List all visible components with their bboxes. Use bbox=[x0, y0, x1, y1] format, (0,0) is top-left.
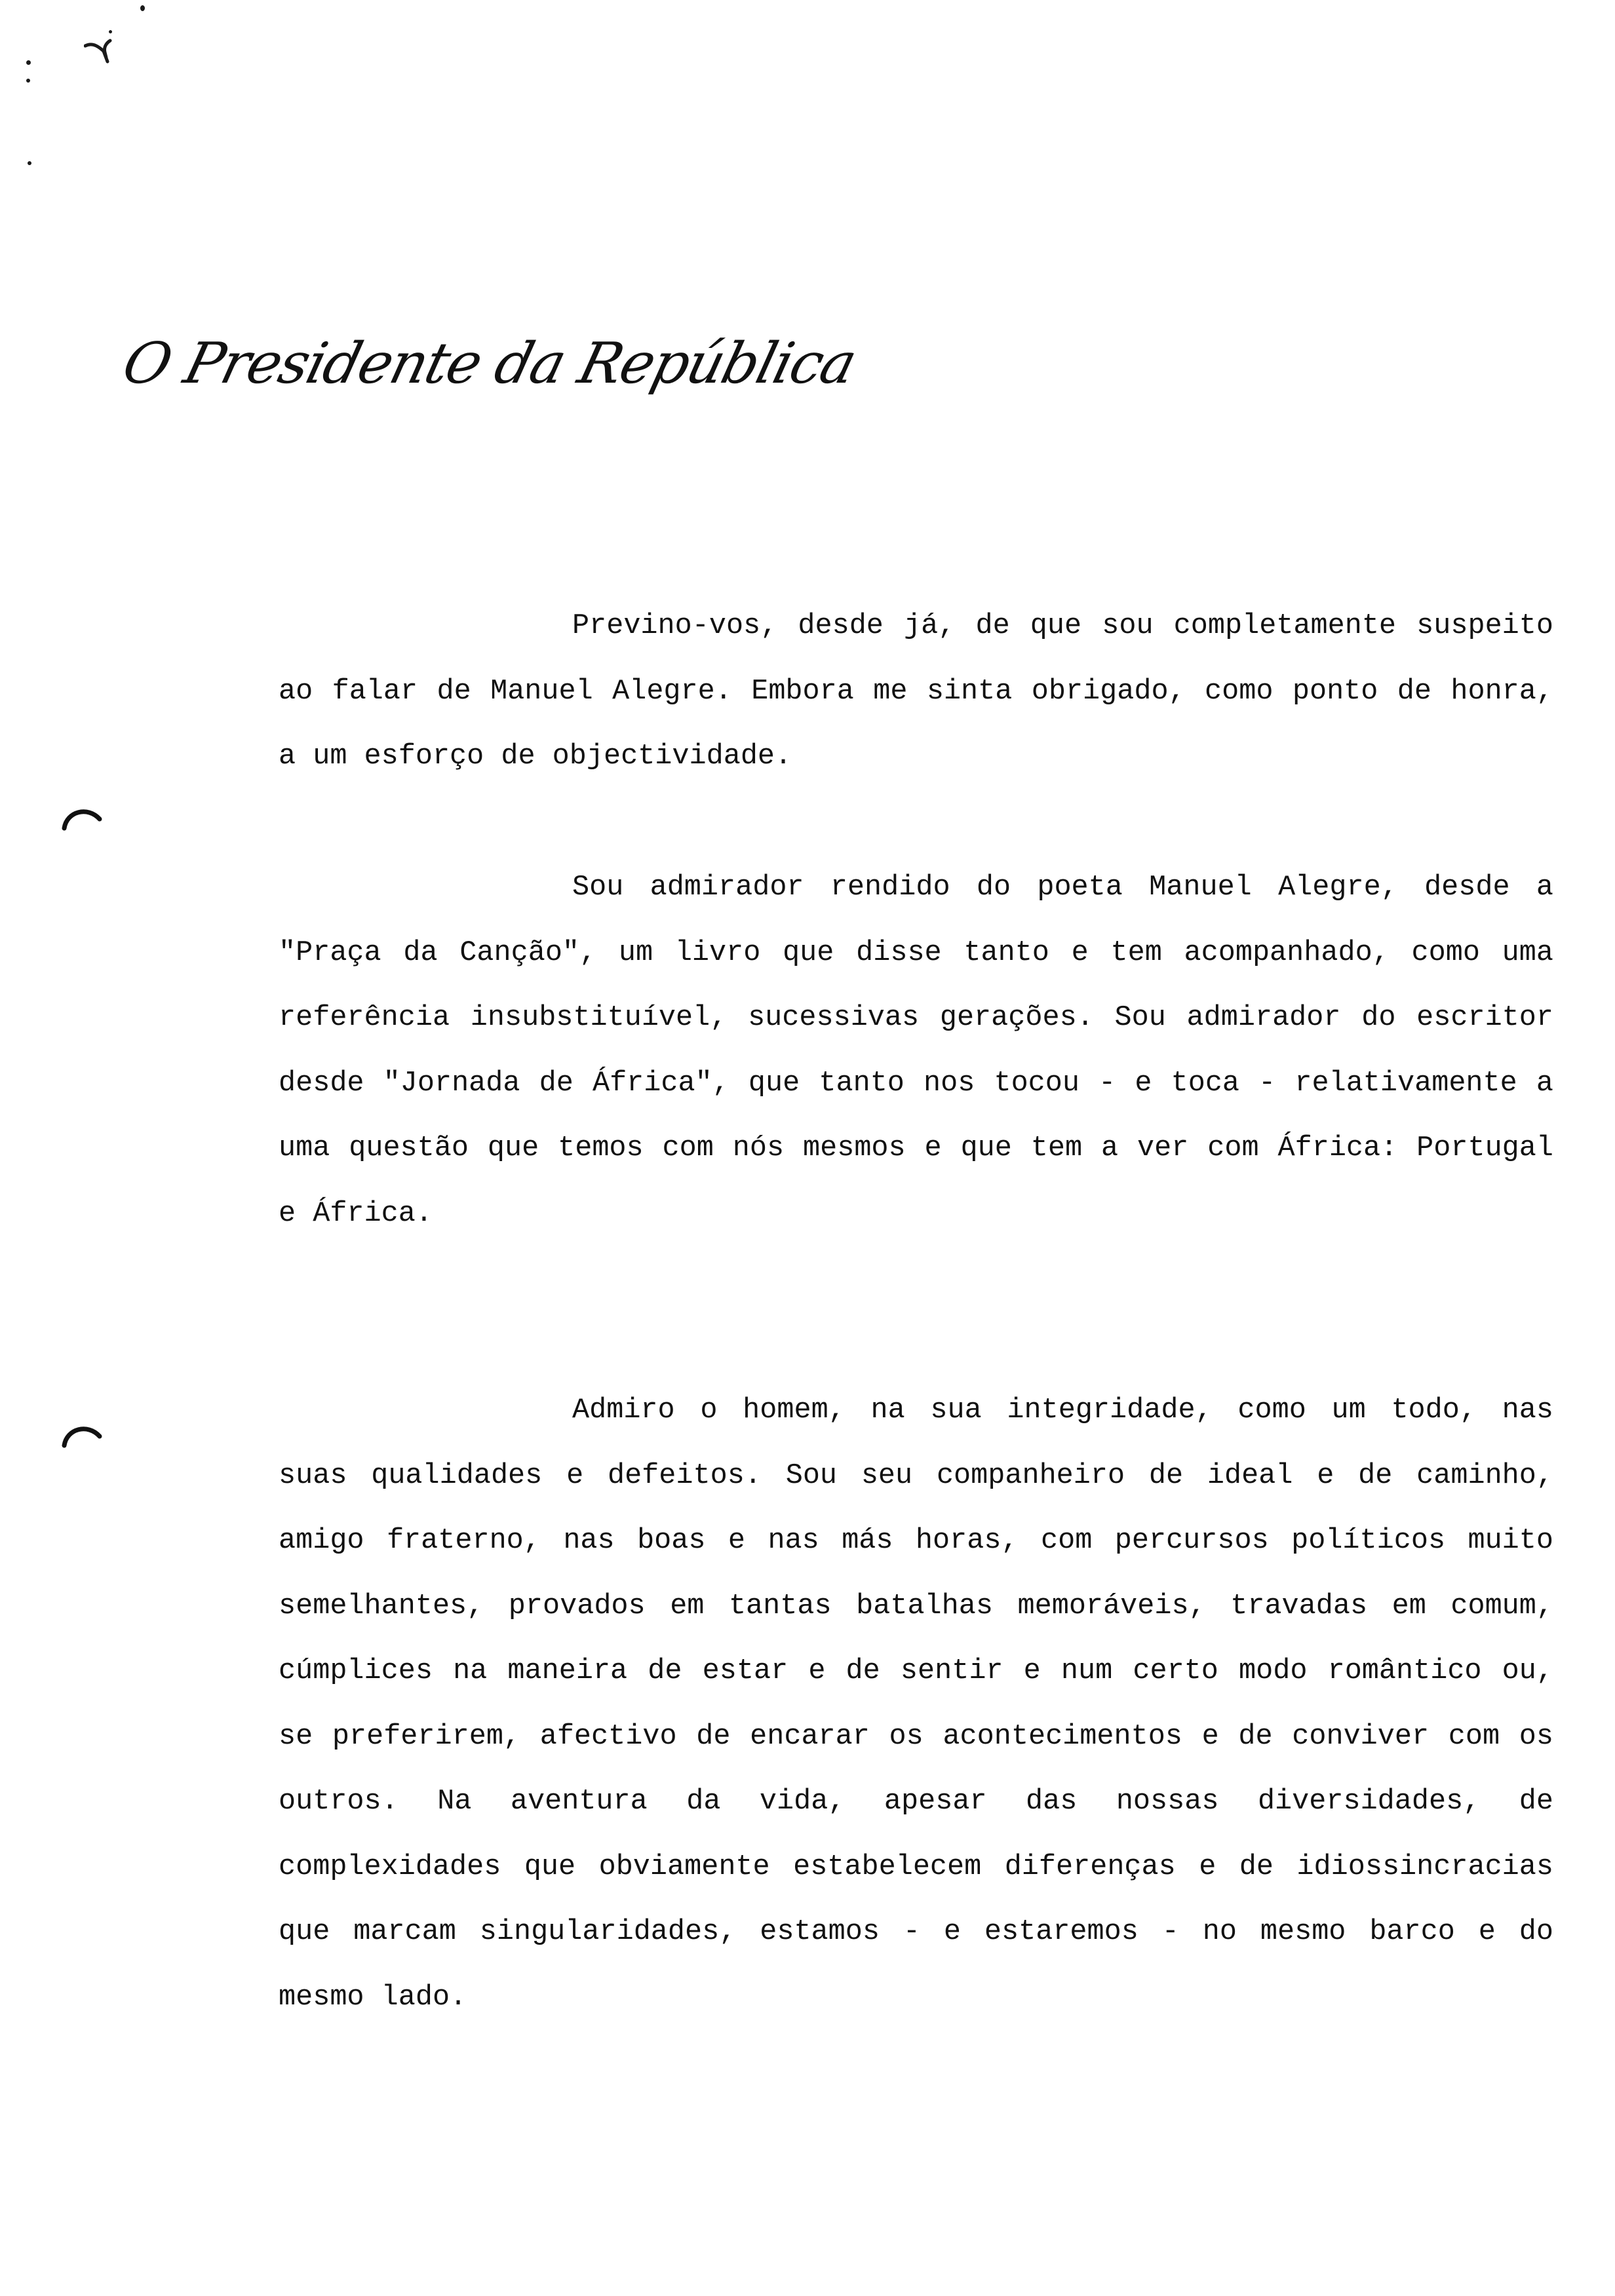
paragraph-3: Admiro o homem, na sua integridade, como um todo, nas suas qualidades e defeitos. Sou seu companheiro de ideal e de caminho, amigo fraterno, nas boas e nas más horas, com percursos políticos muito semelhantes, provados em tantas batalhas memoráveis, travadas em comum, cúmplices na maneira de estar e de sentir e num certo modo romântico ou, se preferirem, afectivo de encarar os acontecimentos e de conviver com os outros. Na aventura da vida, apesar das nossas diversidades, de complexidades que obviamente estabelecem diferenças e de idiossincracias que marcam singularidades, estamos - e estaremos - no mesmo barco e do mesmo lado. bbox=[279, 1394, 1553, 2014]
paragraph-1: Previno-vos, desde já, de que sou completamente suspeito ao falar de Manuel Alegre. Embora me sinta obrigado, como ponto de honra, a um esforço de objectividade. bbox=[279, 610, 1553, 773]
letterhead-title: O Presidente da República bbox=[116, 331, 863, 396]
punch-hole-mark-lower bbox=[62, 1422, 102, 1448]
punch-hole-mark-upper bbox=[62, 805, 102, 831]
paragraph-2: Sou admirador rendido do poeta Manuel Alegre, desde a "Praça da Canção", um livro que disse tanto e tem acompanhado, como uma referência insubstituível, sucessivas gerações. Sou admirador do escritor desde "Jornada de África", que tanto nos tocou - e toca - relativamente a uma questão que temos com nós mesmos e que tem a ver com África: Portugal e África. bbox=[279, 871, 1553, 1230]
